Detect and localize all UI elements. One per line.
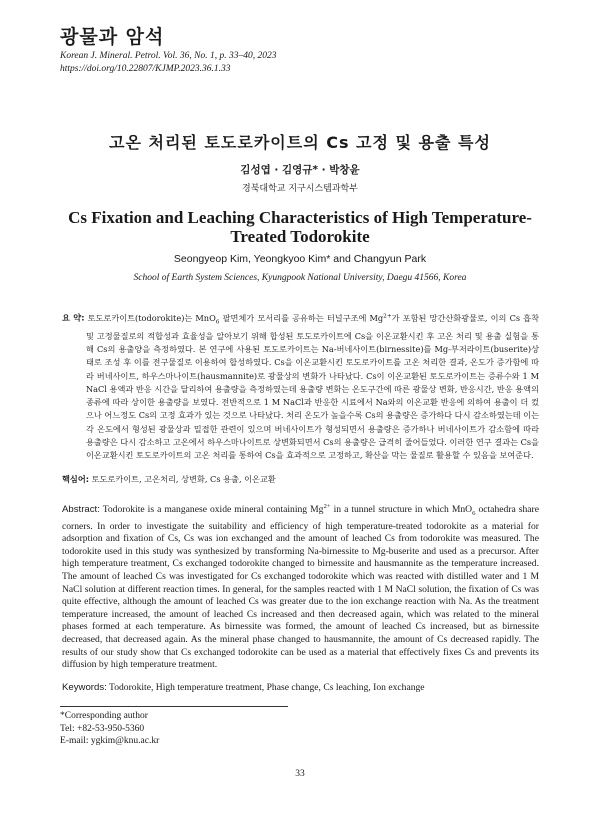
english-affiliation: School of Earth System Sciences, Kyungpook National University, Daegu 41566, Korea <box>133 273 467 283</box>
english-title: Cs Fixation and Leaching Characteristics of High Temperature-Treated Todorokite <box>68 208 532 246</box>
journal-citation: Korean J. Mineral. Petrol. Vol. 36, No. 1, p. 33–40, 2023 <box>60 51 277 61</box>
korean-abstract <box>62 310 539 463</box>
korean-keywords <box>62 474 539 485</box>
footnote-divider <box>60 706 288 707</box>
english-abstract-body: Todorokite is a manganese oxide mineral containing $Mg^{2+}$ in a tunnel structure in which MnO$_6$ octahedra share corners. In order to investigate the suitability and efficiency of high temperature-treated todorokite as a material for adsorption and fixation of Cs, Cs was ion exchanged and the amount of leached Cs from todorokite was measured. The todorokite used in this study was synthesized by transforming Na-birnessite to Mg-buserite and used as a precursor. After high temperature treatment, Cs exchanged todorokite changed to birnessite and hausmannite as the temperature increased. The amount of leached Cs was investigated for Cs exchanged todorokite which was reacted with distilled water and 1 M NaCl solution at different reaction times. In general, for the samples reacted with 1 M NaCl solution, the fixation of Cs was quite effective, although the amount of leached Cs was greater due to the ion exchange reaction with Na. As the treatment temperature increased, the amount of leached Cs increased and then decreased again, which was related to the mineral phases formed at each temperature. As birnessite was formed, the amount of leached Cs increased, but as birnessite decreased, that decreased again. As the mineral phase changed to hausmannite, the amount of Cs decreased rapidly. The results of our study show that Cs exchanged todorokite can be used as a material that effectively fixes Cs and prevents its diffusion by high temperature treatment. <box>62 503 539 671</box>
journal-citation-block <box>60 50 276 75</box>
footnote <box>60 710 159 748</box>
korean-authors: 김성엽 · 김영규* · 박창윤 <box>240 164 360 176</box>
korean-title: 고온 처리된 토도로카이트의 Cs 고정 및 용출 특성 <box>109 133 491 152</box>
korean-abstract-lead: 요 약: <box>62 312 85 323</box>
korean-keywords-list: 토도로카이트, 고온처리, 상변화, Cs 용출, 이온교환 <box>89 474 276 484</box>
english-keywords-list: Todorokite, High temperature treatment, Phase change, Cs leaching, Ion exchange <box>106 682 425 693</box>
korean-keywords-lead: 핵심어: <box>62 474 90 484</box>
korean-affiliation: 경북대학교 지구시스템과학부 <box>242 184 358 194</box>
corresponding-tel: Tel: +82-53-950-5360 <box>60 723 145 734</box>
journal-title: 광물과 암석 <box>60 26 165 48</box>
english-authors: Seongyeop Kim, Yeongkyoo Kim* and Changyun Park <box>173 253 427 265</box>
page-number: 33 <box>295 769 305 779</box>
english-keywords-lead: Keywords: <box>62 682 107 693</box>
journal-doi[interactable]: https://doi.org/10.22807/KJMP.2023.36.1.33 <box>60 63 231 74</box>
korean-abstract-body: 토도로카이트(todorokite)는 MnO$_6$ 팔면체가 모서리를 공유하는 터널구조에 $Mg^{2+}$가 포함된 망간산화광물로, 이의 Cs 흡착 및 고정물질로의 적합성과 효율성을 알아보기 위해 합성된 토도로카이트에 Cs을 이온교환시킨 후 고온 처리 및 용출 실험을 통해 Cs의 용출양을 측정하였다. 본 연구에 사용된 토도로카이트는 Na-버네사이트(birnessite)를 Mg-부저라이트(buserite)상태로 조성 후 이를 전구물질로 이용하여 합성하였다. Cs을 이온교환시킨 토도로카이트를 고온 처리한 결과, 온도가 증가함에 따라 버네사이트, 하우스마나이트(hausmannite)로 광물상의 변화가 나타났다. Cs이 이온교환된 토도로카이트는 증류수와 1 M NaCl 용액과 반응 시간을 달리하여 용출량을 측정하였는데 용출량 변화는 온도구간에 따른 광물상 변화, 반응시간, 반응 용액의 종류에 따라 상이한 용출량을 보였다. 전반적으로 1 M NaCl과 반응한 시료에서 Na와의 이온교환 반응에 의하여 용출이 더 컸으나 어느정도 Cs의 고정 효과가 있는 것으로 나타났다. 처리 온도가 높을수록 Cs의 용출량은 증가하다 다시 감소하였는데 이는 각 온도에서 형성된 광물상과 밀접한 관련이 있으며 버네사이트가 형성되면서 용출량은 증가하나 버네사이트가 감소함에 따라 용출량은 다시 감소하고 고온에서 하우스마나이트로 상변화되면서 Cs의 용출량은 급격히 줄어들었다. 이러한 연구 결과는 Cs을 이온교환시킨 토도로카이트의 고온 처리를 통하여 Cs을 효과적으로 고정하고, 확산을 막는 물질로 활용할 수 있음을 보여준다. <box>84 312 539 461</box>
corresponding-author-note: *Corresponding author <box>60 711 148 721</box>
english-keywords <box>62 682 539 693</box>
english-abstract <box>62 501 539 672</box>
english-abstract-lead: Abstract: <box>62 504 100 516</box>
corresponding-email[interactable]: E-mail: ygkim@knu.ac.kr <box>60 736 160 746</box>
